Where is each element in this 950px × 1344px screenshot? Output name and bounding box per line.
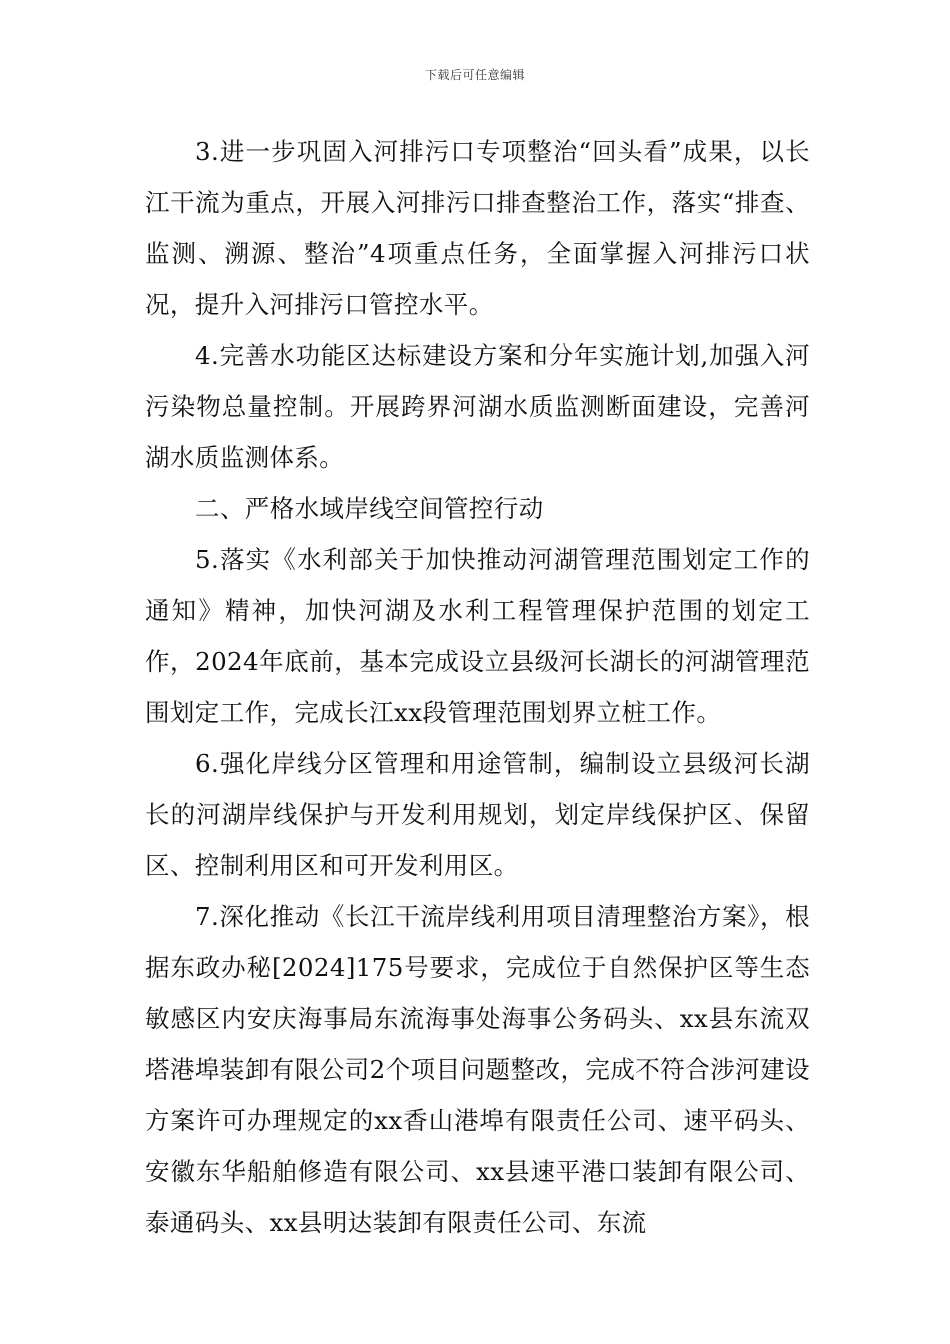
section-heading-2: 二、严格水域岸线空间管控行动 <box>195 494 544 523</box>
paragraph-item-5: 5.落实《水利部关于加快推动河湖管理范围划定工作的通知》精神，加快河湖及水利工程管理保护范围的划定工作，2024年底前，基本完成设立县级河长湖长的河湖管理范围划定工作，完成长江xx段管理范围划界立桩工作。 <box>145 545 810 727</box>
paragraph-item-4: 4.完善水功能区达标建设方案和分年实施计划,加强入河污染物总量控制。开展跨界河湖水质监测断面建设，完善河湖水质监测体系。 <box>145 341 810 472</box>
paragraph-item-7: 7.深化推动《长江干流岸线利用项目清理整治方案》，根据东政办秘[2024]175号要求，完成位于自然保护区等生态敏感区内安庆海事局东流海事处海事公务码头、xx县东流双塔港埠装卸有限公司2个项目问题整改，完成不符合涉河建设方案许可办理规定的xx香山港埠有限责任公司、速平码头、安徽东华船舶修造有限公司、xx县速平港口装卸有限公司、泰通码头、xx县明达装卸有限责任公司、东流 <box>145 902 810 1237</box>
document-body <box>145 126 810 1248</box>
page-header-note: 下载后可任意编辑 <box>424 68 525 82</box>
paragraph-item-3: 3.进一步巩固入河排污口专项整治“回头看”成果，以长江干流为重点，开展入河排污口排查整治工作，落实“排查、监测、溯源、整治”4项重点任务，全面掌握入河排污口状况，提升入河排污口管控水平。 <box>145 137 810 319</box>
paragraph-item-6: 6.强化岸线分区管理和用途管制，编制设立县级河长湖长的河湖岸线保护与开发利用规划，划定岸线保护区、保留区、控制利用区和可开发利用区。 <box>145 749 810 880</box>
